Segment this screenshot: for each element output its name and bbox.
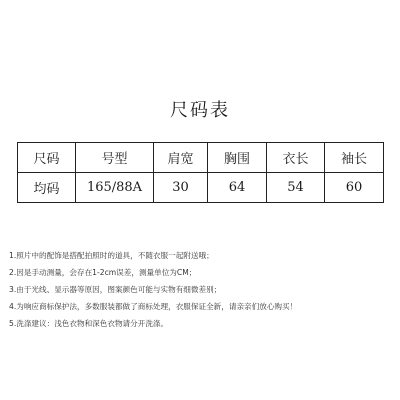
note-item: 1.照片中的配饰是搭配拍照时的道具，不随衣服一起附送哦； <box>9 251 214 260</box>
cell-length: 54 <box>267 173 325 203</box>
note-item: 3.由于光线、显示器等原因，图案颜色可能与实物有细微差别； <box>9 285 222 294</box>
header-shoulder: 肩宽 <box>154 143 208 173</box>
cell-shoulder: 30 <box>154 173 208 203</box>
header-model: 号型 <box>76 143 154 173</box>
note-item: 5.洗涤建议：浅色衣物和深色衣物请分开洗涤。 <box>9 319 169 328</box>
header-chest: 胸围 <box>208 143 267 173</box>
page-title: 尺码表 <box>170 100 230 121</box>
note-item: 2.因是手动测量，会存在1-2cm误差，测量单位为CM； <box>9 268 197 277</box>
header-length: 衣长 <box>267 143 325 173</box>
cell-sleeve: 60 <box>325 173 384 203</box>
size-chart-table <box>17 142 384 203</box>
header-sleeve: 袖长 <box>325 143 384 173</box>
cell-chest: 64 <box>208 173 267 203</box>
header-size: 尺码 <box>18 143 76 173</box>
table-header-row <box>18 143 384 173</box>
note-item: 4.为响应商标保护法，多数服装都做了商标处理，衣服保证全新，请亲亲们放心购买！ <box>9 302 298 311</box>
cell-size: 均码 <box>18 173 76 203</box>
cell-model: 165/88A <box>76 173 154 203</box>
table-row <box>18 173 384 203</box>
notes-list <box>9 247 394 332</box>
